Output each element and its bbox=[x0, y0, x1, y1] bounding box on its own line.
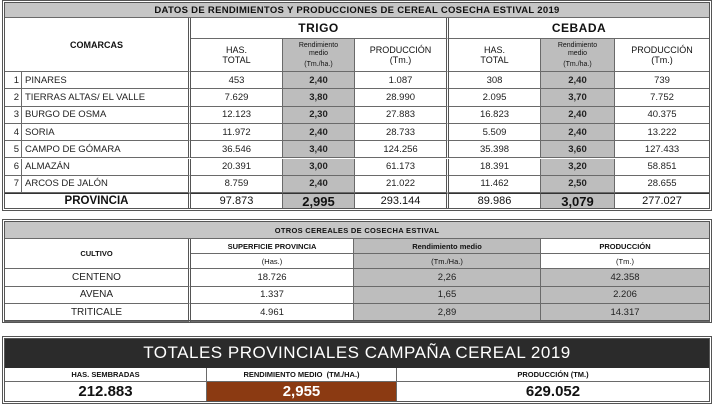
table3-title: TOTALES PROVINCIALES CAMPAÑA CEREAL 2019 bbox=[4, 338, 710, 368]
table1-title: DATOS DE RENDIMIENTOS Y PRODUCCIONES DE CEREAL COSECHA ESTIVAL 2019 bbox=[4, 2, 710, 18]
cultivo-name: AVENA bbox=[4, 287, 191, 305]
cultivo-name: TRITICALE bbox=[4, 304, 191, 322]
provincia-cebada-rend: 3,079 bbox=[541, 193, 615, 209]
cebada-prod-cell: 58.851 bbox=[615, 159, 710, 176]
row-number: 1 bbox=[4, 72, 22, 89]
produccion-cell: 2.206 bbox=[541, 287, 710, 305]
trigo-has-cell: 8.759 bbox=[191, 176, 283, 193]
trigo-rend-cell: 2,40 bbox=[283, 124, 355, 141]
superficie-unit: (Has.) bbox=[191, 254, 354, 269]
trigo-header: TRIGO bbox=[191, 18, 449, 39]
comarca-name: ALMAZÁN bbox=[22, 159, 191, 176]
produccion-total-value: 629.052 bbox=[397, 382, 710, 402]
trigo-rend-header-l2: medio bbox=[308, 49, 329, 57]
trigo-rend-header-l3: (Tm./ha.) bbox=[304, 60, 333, 68]
cebada-has-cell: 16.823 bbox=[449, 107, 541, 124]
superficie-header: SUPERFICIE PROVINCIA bbox=[191, 239, 354, 254]
cebada-rend-cell: 3,70 bbox=[541, 89, 615, 106]
cebada-rend-cell: 2,40 bbox=[541, 124, 615, 141]
row-number: 3 bbox=[4, 107, 22, 124]
comarca-name: ARCOS DE JALÓN bbox=[22, 176, 191, 193]
cebada-has-cell: 308 bbox=[449, 72, 541, 89]
cebada-has-cell: 11.462 bbox=[449, 176, 541, 193]
cebada-prod-cell: 13.222 bbox=[615, 124, 710, 141]
cebada-has-cell: 35.398 bbox=[449, 141, 541, 158]
produccion-total-label: PRODUCCIÓN (TM.) bbox=[397, 368, 710, 382]
produccion-unit: (Tm.) bbox=[541, 254, 710, 269]
comarca-name: SORIA bbox=[22, 124, 191, 141]
cebada-has-header-l2: TOTAL bbox=[480, 55, 509, 65]
row-number: 7 bbox=[4, 176, 22, 193]
trigo-prod-cell: 28.733 bbox=[355, 124, 449, 141]
cebada-rend-header-l3: (Tm./ha.) bbox=[563, 60, 592, 68]
has-sembradas-value: 212.883 bbox=[4, 382, 207, 402]
cebada-has-cell: 18.391 bbox=[449, 159, 541, 176]
trigo-has-cell: 36.546 bbox=[191, 141, 283, 158]
cebada-rend-header-l2: medio bbox=[567, 49, 588, 57]
table3-frame bbox=[2, 336, 712, 404]
row-number: 6 bbox=[4, 159, 22, 176]
row-number: 2 bbox=[4, 89, 22, 106]
trigo-prod-cell: 1.087 bbox=[355, 72, 449, 89]
provincia-cebada-has: 89.986 bbox=[449, 193, 541, 209]
superficie-cell: 1.337 bbox=[191, 287, 354, 305]
comarca-name: TIERRAS ALTAS/ EL VALLE bbox=[22, 89, 191, 106]
rendimiento-header: Rendimiento medio bbox=[354, 239, 541, 254]
has-sembradas-label: HAS. SEMBRADAS bbox=[4, 368, 207, 382]
trigo-has-cell: 11.972 bbox=[191, 124, 283, 141]
comarca-name: PINARES bbox=[22, 72, 191, 89]
cebada-has-cell: 2.095 bbox=[449, 89, 541, 106]
cultivo-name: CENTENO bbox=[4, 269, 191, 287]
table1-frame bbox=[2, 0, 712, 211]
cebada-has-header-l1: HAS. bbox=[483, 45, 505, 55]
trigo-rend-header-l1: Rendimiento bbox=[298, 41, 339, 49]
rendimiento-unit: (Tm./Ha.) bbox=[354, 254, 541, 269]
comarcas-header: COMARCAS bbox=[4, 18, 191, 72]
cebada-header: CEBADA bbox=[449, 18, 710, 39]
rendimiento-cell: 2,26 bbox=[354, 269, 541, 287]
trigo-has-header-l2: TOTAL bbox=[222, 55, 251, 65]
provincia-cebada-prod: 277.027 bbox=[615, 193, 710, 209]
trigo-prod-header-l1: PRODUCCIÓN bbox=[369, 45, 432, 55]
cebada-rend-cell: 2,40 bbox=[541, 72, 615, 89]
cebada-rend-cell: 3,60 bbox=[541, 141, 615, 158]
trigo-has-cell: 20.391 bbox=[191, 159, 283, 176]
provincia-trigo-rend: 2,995 bbox=[283, 193, 355, 209]
table2-frame bbox=[2, 219, 712, 323]
trigo-rend-cell: 3,80 bbox=[283, 89, 355, 106]
row-number: 5 bbox=[4, 141, 22, 158]
cebada-prod-cell: 127.433 bbox=[615, 141, 710, 158]
superficie-cell: 4.961 bbox=[191, 304, 354, 322]
trigo-prod-cell: 61.173 bbox=[355, 159, 449, 176]
row-number: 4 bbox=[4, 124, 22, 141]
cebada-prod-cell: 28.655 bbox=[615, 176, 710, 193]
cebada-rend-header-l1: Rendimiento bbox=[557, 41, 598, 49]
comarca-name: BURGO DE OSMA bbox=[22, 107, 191, 124]
cebada-prod-cell: 40.375 bbox=[615, 107, 710, 124]
provincia-trigo-has: 97.873 bbox=[191, 193, 283, 209]
cultivo-header: CULTIVO bbox=[4, 239, 191, 269]
cebada-prod-header-l1: PRODUCCIÓN bbox=[631, 45, 693, 55]
trigo-rend-cell: 2,40 bbox=[283, 72, 355, 89]
provincia-trigo-prod: 293.144 bbox=[355, 193, 449, 209]
cebada-prod-header-l2: (Tm.) bbox=[651, 55, 673, 65]
cebada-rend-cell: 3,20 bbox=[541, 159, 615, 176]
comarca-name: CAMPO DE GÓMARA bbox=[22, 141, 191, 158]
cebada-prod-cell: 7.752 bbox=[615, 89, 710, 106]
trigo-prod-cell: 124.256 bbox=[355, 141, 449, 158]
trigo-rend-cell: 3,00 bbox=[283, 159, 355, 176]
trigo-rend-cell: 2,30 bbox=[283, 107, 355, 124]
cebada-has-cell: 5.509 bbox=[449, 124, 541, 141]
trigo-has-cell: 12.123 bbox=[191, 107, 283, 124]
trigo-has-header-l1: HAS. bbox=[225, 45, 247, 55]
rendimiento-medio-label: RENDIMIENTO MEDIO (TM./HA.) bbox=[207, 368, 397, 382]
cebada-rend-cell: 2,50 bbox=[541, 176, 615, 193]
provincia-label: PROVINCIA bbox=[4, 193, 191, 209]
trigo-prod-cell: 28.990 bbox=[355, 89, 449, 106]
trigo-rend-cell: 3,40 bbox=[283, 141, 355, 158]
cebada-prod-cell: 739 bbox=[615, 72, 710, 89]
produccion-header: PRODUCCIÓN bbox=[541, 239, 710, 254]
superficie-cell: 18.726 bbox=[191, 269, 354, 287]
trigo-rend-cell: 2,40 bbox=[283, 176, 355, 193]
trigo-prod-cell: 27.883 bbox=[355, 107, 449, 124]
table2-title: OTROS CEREALES DE COSECHA ESTIVAL bbox=[4, 221, 710, 239]
trigo-has-cell: 453 bbox=[191, 72, 283, 89]
trigo-has-cell: 7.629 bbox=[191, 89, 283, 106]
rendimiento-cell: 2,89 bbox=[354, 304, 541, 322]
trigo-prod-header-l2: (Tm.) bbox=[389, 55, 412, 65]
produccion-cell: 42.358 bbox=[541, 269, 710, 287]
rendimiento-medio-value: 2,955 bbox=[207, 382, 397, 402]
produccion-cell: 14.317 bbox=[541, 304, 710, 322]
cebada-rend-cell: 2,40 bbox=[541, 107, 615, 124]
rendimiento-cell: 1,65 bbox=[354, 287, 541, 305]
trigo-prod-cell: 21.022 bbox=[355, 176, 449, 193]
